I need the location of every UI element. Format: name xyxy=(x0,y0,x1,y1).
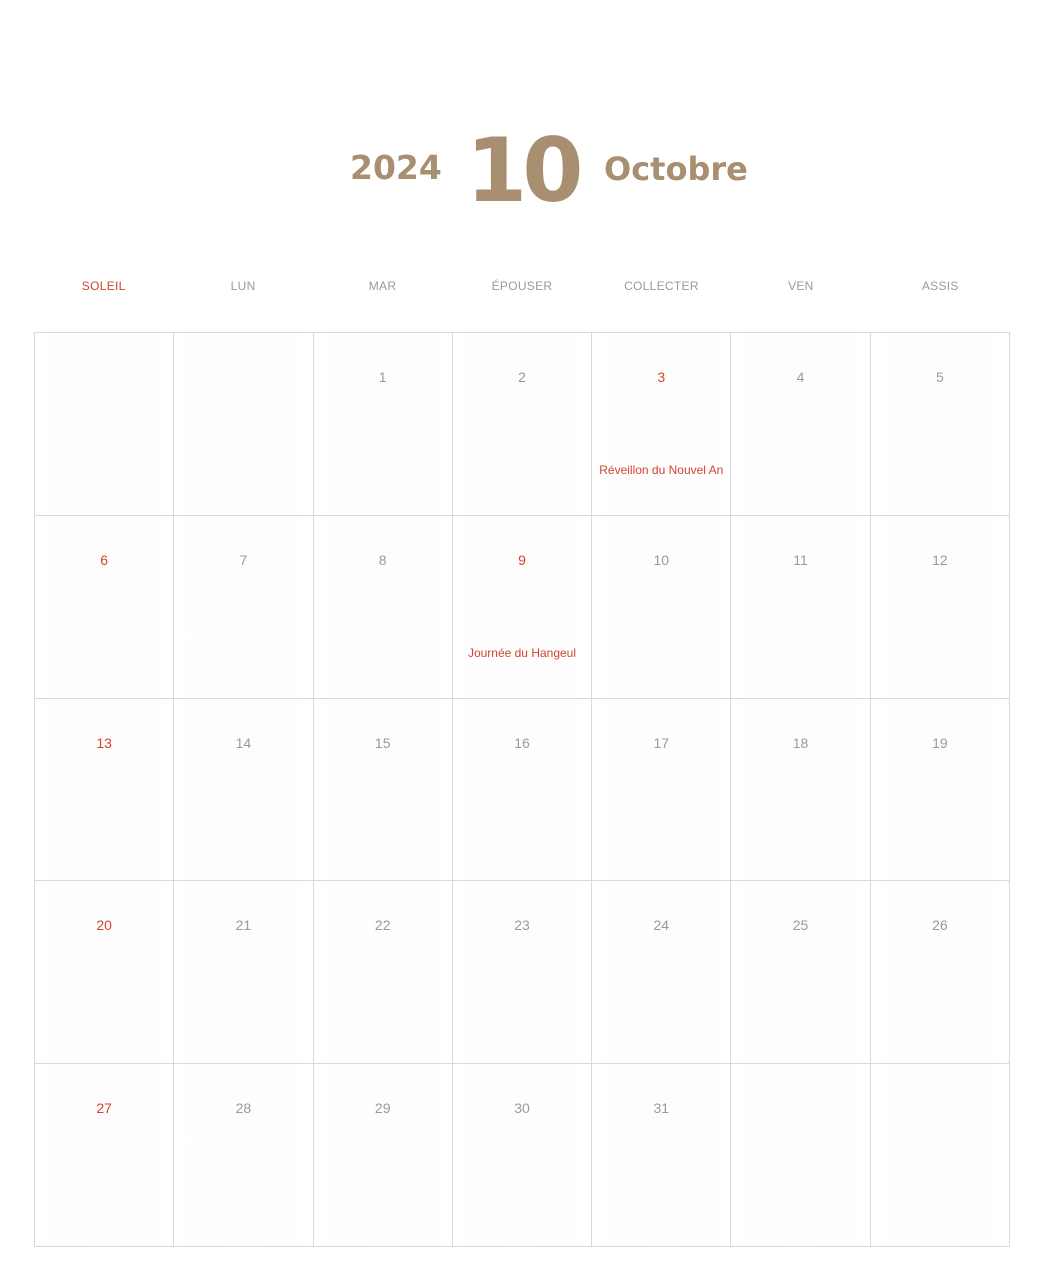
day-cell[interactable] xyxy=(35,516,174,699)
day-cell[interactable] xyxy=(453,881,592,1064)
calendar-grid xyxy=(34,332,1010,1247)
holiday-label: Journée du Hangeul xyxy=(467,645,577,660)
day-cell[interactable] xyxy=(174,699,313,882)
day-cell[interactable] xyxy=(731,699,870,882)
day-number: 2 xyxy=(518,369,526,385)
day-number: 7 xyxy=(239,551,248,568)
day-cell[interactable] xyxy=(174,333,313,516)
month-name: Octobre xyxy=(604,150,748,188)
day-cell[interactable] xyxy=(731,333,870,516)
day-cell[interactable] xyxy=(35,1064,174,1247)
day-number: 19 xyxy=(932,734,948,751)
day-number: 13 xyxy=(96,734,112,751)
day-cell[interactable] xyxy=(592,1064,731,1247)
weekday-label: COLLECTER xyxy=(624,279,699,293)
day-number: 9 xyxy=(518,551,526,568)
day-number: 21 xyxy=(235,917,252,934)
day-cell[interactable] xyxy=(35,333,174,516)
day-cell[interactable] xyxy=(871,1064,1010,1247)
day-number: 8 xyxy=(378,551,387,568)
day-cell[interactable] xyxy=(731,1064,870,1247)
weekday-label: ASSIS xyxy=(921,279,959,293)
day-number: 17 xyxy=(653,734,670,751)
day-number: 20 xyxy=(96,917,112,934)
day-cell[interactable] xyxy=(453,333,592,516)
day-cell[interactable] xyxy=(731,881,870,1064)
day-cell[interactable] xyxy=(592,881,731,1064)
weekday-header-row xyxy=(34,272,1010,300)
day-number: 28 xyxy=(235,1100,252,1117)
day-number: 6 xyxy=(100,551,109,568)
day-number: 31 xyxy=(653,1100,670,1117)
day-cell[interactable] xyxy=(871,881,1010,1064)
day-cell[interactable] xyxy=(174,516,313,699)
day-cell[interactable] xyxy=(592,333,731,516)
day-cell[interactable] xyxy=(174,1064,313,1247)
day-cell[interactable] xyxy=(731,516,870,699)
day-cell[interactable] xyxy=(174,881,313,1064)
weekday-label: SOLEIL xyxy=(81,279,126,293)
day-cell[interactable] xyxy=(314,881,453,1064)
day-cell[interactable] xyxy=(871,333,1010,516)
day-cell[interactable] xyxy=(592,516,731,699)
year-label: 2024 xyxy=(350,148,442,187)
day-number: 11 xyxy=(793,551,808,568)
day-cell[interactable] xyxy=(453,516,592,699)
day-cell[interactable] xyxy=(35,881,174,1064)
weekday-label: ÉPOUSER xyxy=(491,279,553,293)
day-number: 4 xyxy=(796,369,805,385)
day-number: 1 xyxy=(378,369,387,385)
calendar-header xyxy=(0,0,1043,240)
day-number: 23 xyxy=(514,917,530,934)
day-cell[interactable] xyxy=(314,699,453,882)
day-cell[interactable] xyxy=(35,699,174,882)
day-number: 24 xyxy=(653,917,670,934)
weekday-label: VEN xyxy=(788,279,814,293)
day-number: 14 xyxy=(235,734,252,751)
day-number: 22 xyxy=(374,917,391,934)
day-cell[interactable] xyxy=(314,516,453,699)
day-cell[interactable] xyxy=(314,1064,453,1247)
day-cell[interactable] xyxy=(453,699,592,882)
day-number: 15 xyxy=(374,734,391,751)
day-number: 25 xyxy=(792,917,809,934)
day-number: 3 xyxy=(657,369,666,385)
day-number: 16 xyxy=(514,734,530,751)
day-cell[interactable] xyxy=(592,699,731,882)
month-number: 10 xyxy=(466,119,579,222)
day-cell[interactable] xyxy=(871,699,1010,882)
day-cell[interactable] xyxy=(314,333,453,516)
day-number: 12 xyxy=(932,551,948,568)
weekday-label: LUN xyxy=(230,279,256,293)
day-cell[interactable] xyxy=(453,1064,592,1247)
day-cell[interactable] xyxy=(871,516,1010,699)
day-number: 29 xyxy=(374,1100,391,1117)
weekday-label: MAR xyxy=(368,279,397,293)
day-number: 10 xyxy=(653,551,670,568)
day-number: 26 xyxy=(932,917,948,934)
day-number: 5 xyxy=(935,369,944,385)
day-number: 30 xyxy=(514,1100,530,1117)
holiday-label: Réveillon du Nouvel An xyxy=(599,463,724,477)
day-number: 27 xyxy=(96,1100,112,1117)
day-number: 18 xyxy=(792,734,809,751)
